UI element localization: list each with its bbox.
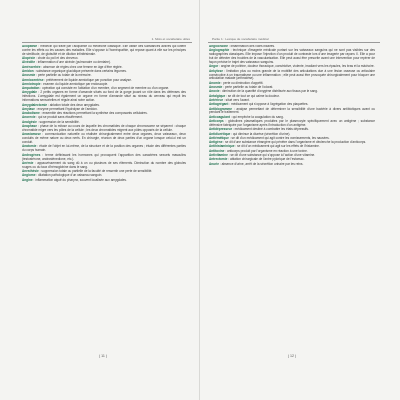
glossary-entry: Allopathie : médecin qui traite par l'allopathie ou médecine classique. Elle utilise des substances actives qui luttent contre les effets ou les causes des maladies. Elle s'oppose à l'homéopathie, qui repose quant à elle sur les principes de similitude, de globulité et de dilution infinitésimale.	[22, 45, 186, 56]
entry-term: Antalgique	[209, 93, 226, 98]
entry-term: Alopécie	[22, 56, 36, 61]
glossary-entry: Angor : angine de poitrine, douleur thoracique, constrictive, violente, irradiant vers les épaules, les bras et la mâchoire.	[209, 64, 375, 69]
entry-definition: qui diminue la diurèse (sécrétion d'urine).	[232, 131, 291, 136]
glossary-entry: Anurie : absence d'urine, arrêt de la sécrétion urinaire par les reins.	[209, 161, 304, 166]
entry-definition: ensemble des réactions permettant la synthèse des composants cellulaires.	[42, 111, 148, 116]
glossary-entry: Anémie : appauvrissement du sang dû à un ou plusieurs de ses éléments. Diminution du nombre des globules rouges ou du taux d'hémoglobine dans le sang.	[22, 160, 186, 169]
entry-definition: examen du liquide amniotique par endoscopie.	[43, 81, 109, 86]
glossary-entry: Antiémétique : se dit d'un médicament qui agit contre les vomissements, les nausées.	[209, 135, 330, 140]
entry-definition: angine de poitrine, douleur thoracique, constrictive, violente, irradiant vers les épaules, les bras et la mâchoire.	[220, 64, 375, 69]
entry-definition: perte ou diminution d'appétit.	[223, 80, 264, 85]
entry-term: Aménorrhée	[22, 64, 41, 69]
entry-term: Antihistaminique	[209, 144, 235, 149]
glossary-entry: Antérieur : situé vers l'avant.	[209, 97, 250, 102]
entry-definition: diminution de la quantité d'oxygène distribuée aux tissus par le sang.	[222, 89, 318, 94]
entry-term: Angiographie	[209, 48, 230, 53]
entry-term: Anosmie	[209, 85, 223, 90]
entry-term: Anatomie	[22, 144, 37, 149]
entry-definition: se dit d'une substance qui s'oppose à l'action d'une vitamine.	[230, 152, 316, 157]
entry-definition: substance organique glucidique présente dans certains légumes.	[36, 69, 127, 73]
entry-term: Amylase	[22, 106, 35, 111]
entry-definition: qui se produit sans étouffement.	[38, 115, 83, 120]
entry-definition: inflammation des voies biliaires.	[230, 45, 275, 48]
glossary-entry: Antalgique : se dit de tout ce qui calme la douleur.	[209, 93, 280, 98]
glossary-entry: Amniocentèse : prélèvement de liquide amniotique par ponction pour analyse.	[22, 77, 132, 82]
glossary-entry: Analgésie : suppression de la sensibilité.	[22, 119, 80, 124]
entry-definition: phase de la mitose au cours de laquelle les chromatides de chaque chromosome se séparent : chaque chromatide migre vers les pôles de la cellule ; les deux chromatides migrent aux pôles opposés de la cellule.	[22, 124, 186, 132]
entry-term: Ankylose	[209, 68, 223, 73]
entry-definition: technique d'imagerie médicale portant sur les vaisseaux sanguins qui ne sont pas visibles sur des radiographies classiques. Elle impose l'injection d'un produit de contraste lors d'une imagerie par rayons X. Elle a pour but de détecter des troubles de la vascularisation. Elle peut aussi être prescrite avant une intervention pour repérer de façon précise le trajet des vaisseaux sanguins.	[209, 48, 375, 65]
entry-definition: analyse permettant de déterminer la sensibilité d'une bactérie à divers antibiotiques avant ou pendant le traitement.	[209, 106, 375, 115]
entry-term: Allopathie	[22, 45, 38, 48]
entry-term: Antérieur	[209, 97, 223, 102]
glossary-entry: Androgènes : terme définissant les hormones qui provoquent l'apparition des caractères sexuels masculins (testostérone, androstènedione, etc.).	[22, 152, 186, 161]
entry-definition: qui empêche la coagulation du sang.	[232, 114, 284, 119]
entry-definition: suppression totale ou partielle de la faculté de ressentir une perte de sensibilité.	[41, 169, 153, 173]
glossary-entry: Angiocholite : inflammation des voies biliaires.	[209, 45, 275, 48]
glossary-entry: Alvéolite : inflammation d'une alvéole (pulmonaire ou dentaire).	[22, 60, 111, 65]
glossary-entry: Angine : inflammation aiguë du pharynx, souvent localisée aux amygdales.	[22, 177, 127, 182]
entry-definition: étude de l'objet en lui-même, de la structure et de la position des organes ; étude des différentes parties du corps humain.	[22, 144, 186, 153]
right-page	[200, 0, 400, 400]
header-rule	[22, 42, 192, 43]
glossary-entry: Antibiogramme : analyse permettant de déterminer la sensibilité d'une bactérie à divers antibiotiques avant ou pendant le traitement.	[209, 106, 375, 115]
entry-definition: inflammation aiguë du pharynx, souvent localisée aux amygdales.	[35, 177, 127, 182]
entry-term: Angiome	[22, 173, 36, 178]
entry-term: Antidiurétique	[209, 131, 231, 136]
page-number: ( 12 )	[287, 354, 297, 358]
glossary-entry: Angiome : dilatation pathologique d'un vaisseau sanguin.	[22, 173, 103, 178]
entry-term: Antibiogramme	[209, 106, 233, 111]
glossary-entry: Anomie : perte ou diminution d'appétit.	[209, 80, 264, 85]
entry-term: Anosmie	[22, 73, 36, 78]
glossary-entry: Anorexie : qui se produit sans étouffement.	[22, 115, 83, 120]
entry-term: Anémie	[22, 160, 34, 165]
glossary-entry: Amniotropie : examen du liquide amniotique par endoscopie.	[22, 81, 109, 86]
entry-definition: se dit d'un médicament qui agit sur les effets de l'histamine.	[237, 144, 320, 149]
glossary-entry: Amidon : substance organique glucidique présente dans certains légumes.	[22, 69, 127, 73]
glossary-column	[209, 45, 375, 331]
entry-term: Antiagrégant	[209, 102, 229, 107]
glossary-entry: Anabolisme : ensemble des réactions permettant la synthèse des composants cellulaires.	[22, 111, 148, 116]
entry-definition: limitation plus ou moins grande de la mobilité des articulations due à une lésion osseuse ou articulaire consécutive à un traumatisme ou une inflammation ; elle peut aussi être provoquée chirurgicalement pour bloquer une articulation malade (arthrodèse).	[209, 68, 375, 81]
header-rule	[208, 42, 380, 43]
entry-term: Amputation	[22, 86, 40, 91]
entry-definition: globulines plasmatiques produites par le plasmocyte spécifiquement avec un antigène ; substance défensive fabriquée par l'organisme après l'introduction d'un antigène.	[209, 119, 375, 127]
entry-definition: médicament qui s'oppose à l'agrégation des plaquettes.	[231, 102, 309, 107]
entry-term: Amniotropie	[22, 81, 41, 86]
glossary-entry: Anticoagulant : qui empêche la coagulation du sang.	[209, 114, 284, 119]
entry-term: Analgésie	[22, 119, 37, 124]
running-header: Partie 1 : Lexique de vocabulaire médical	[212, 37, 269, 41]
glossary-entry: Anaphase : phase de la mitose au cours de laquelle les chromatides de chaque chromosome se séparent : chaque chromatide migre vers les pôles de la cellule ; les deux chromatides migrent aux pôles opposés de la cellule.	[22, 124, 186, 132]
glossary-entry: Amputation : opération qui consiste en l'ablation d'un membre, d'un segment de membre ou d'un organe.	[22, 86, 170, 91]
glossary-entry: Antidiurétique : qui diminue la diurèse (sécrétion d'urine).	[209, 131, 291, 136]
entry-definition: ablation chirurgicale de l'antre pylorique de l'estomac.	[229, 157, 305, 162]
entry-definition: situé vers l'avant.	[225, 97, 250, 102]
glossary-entry: Antitoxine : anticorps produit par l'organisme en réaction à une toxine.	[209, 148, 308, 153]
entry-term: Amniocentèse	[22, 77, 44, 82]
entry-definition: se dit d'une substance étrangère qui pénètre dans l'organisme et déclenche la production d'anticorps.	[225, 140, 367, 145]
glossary-entry: Antiagrégant : médicament qui s'oppose à l'agrégation des plaquettes.	[209, 102, 309, 107]
glossary-entry: Ankylose : limitation plus ou moins grande de la mobilité des articulations due à une lésion osseuse ou articulaire consécutive à un traumatisme ou une inflammation ; elle peut aussi être provoquée chirurgicalement pour bloquer une articulation malade (arthrodèse).	[209, 68, 375, 81]
glossary-column	[22, 45, 186, 327]
glossary-entry: Anesthésie : suppression totale ou partielle de la faculté de ressentir une perte de sensibilité.	[22, 169, 153, 173]
entry-definition: enzyme permettant l'hydrolyse de l'amidon.	[37, 106, 98, 111]
entry-term: Amidon	[22, 69, 34, 73]
entry-definition: anticorps produit par l'organisme en réaction à une toxine.	[226, 148, 308, 153]
entry-term: Angiocholite	[209, 45, 229, 48]
entry-term: Antigène	[209, 140, 223, 145]
entry-definition: médicament destiné à combattre les états dépressifs.	[234, 127, 309, 132]
running-header: 1. Mots et vocabulaire utiles	[151, 37, 190, 41]
entry-term: Anaphase	[22, 124, 38, 129]
entry-definition: perte partielle ou totale de l'odorat.	[224, 85, 274, 90]
entry-term: Anorexie	[22, 115, 36, 120]
glossary-entry: Alopécie : chute du poil et des cheveux.	[22, 56, 79, 61]
entry-definition: opération qui consiste en l'ablation d'un membre, d'un segment de membre ou d'un organe.	[42, 86, 170, 91]
entry-term: Angine	[22, 177, 33, 182]
glossary-entry: Antigène : se dit d'une substance étrangère qui pénètre dans l'organisme et déclenche la production d'anticorps.	[209, 140, 367, 145]
glossary-entry: Antihistaminique : se dit d'un médicament qui agit sur les effets de l'histamine.	[209, 144, 320, 149]
entry-definition: médecin qui traite par l'allopathie ou médecine classique. Elle utilise des substances actives qui luttent contre les effets ou les causes des maladies. Elle s'oppose à l'homéopathie, qui repose quant à elle sur les principes de similitude, de globulité et de dilution infinitésimale.	[22, 45, 186, 56]
entry-term: Anticorps	[209, 119, 224, 123]
entry-term: Anabolisme	[22, 111, 40, 116]
entry-definition: appauvrissement du sang dû à un ou plusieurs de ses éléments. Diminution du nombre des globules rouges ou du taux d'hémoglobine dans le sang.	[22, 160, 186, 169]
glossary-entry: Antivitamine : se dit d'une substance qui s'oppose à l'action d'une vitamine.	[209, 152, 316, 157]
glossary-entry: Aménorrhée : absence de règles chez une femme en âge d'être réglée.	[22, 64, 123, 69]
entry-definition: perte partielle ou totale de la mémoire.	[37, 73, 92, 78]
entry-definition: communication naturelle ou réalisée chirurgicalement entre deux organes, deux vaisseaux, deux conduits de même nature ou deux nerfs. En chirurgie, réunion de deux parties d'un organe lorsque celui-ci est un conduit.	[22, 132, 186, 145]
glossary-entry: Anosmie : perte partielle ou totale de l'odorat.	[209, 85, 274, 90]
entry-term: Amygdale	[22, 90, 38, 95]
entry-term: Antivitamine	[209, 152, 228, 157]
entry-term: Anticoagulant	[209, 114, 230, 119]
entry-term: Anomie	[209, 80, 221, 85]
entry-term: Alvéolite	[22, 60, 36, 65]
entry-term: Antidépresseur	[209, 127, 233, 132]
entry-term: Anastomose	[22, 132, 41, 137]
entry-definition: terme définissant les hormones qui provoquent l'apparition des caractères sexuels masculins (testostérone, androstènedione, etc.).	[22, 152, 186, 161]
entry-term: Anurie	[209, 161, 219, 166]
entry-term: Amygdalectomie	[22, 102, 48, 107]
page-number: ( 11 )	[98, 354, 108, 358]
glossary-entry: Antidépresseur : médicament destiné à combattre les états dépressifs.	[209, 127, 309, 132]
entry-term: Anesthésie	[22, 169, 39, 173]
entry-definition: chute du poil et des cheveux.	[37, 56, 79, 61]
entry-term: Antrectomie	[209, 157, 228, 162]
entry-definition: inflammation d'une alvéole (pulmonaire ou dentaire).	[37, 60, 111, 65]
entry-definition: 2 petits organes en forme d'amande situés au fond de la gorge jouant un rôle dans les défenses des infections. L'amygdale est également un organe en forme d'amande situé au niveau du cerveau qui reçoit les informations sensorielles et régule ainsi notre action.	[22, 90, 186, 103]
glossary-entry: Amygdalectomie : ablation totale des deux amygdales.	[22, 102, 100, 107]
entry-term: Anoxie	[209, 89, 220, 94]
entry-definition: se dit d'un médicament qui agit contre les vomissements, les nausées.	[231, 135, 330, 140]
glossary-entry: Antrectomie : ablation chirurgicale de l'antre pylorique de l'estomac.	[209, 157, 305, 162]
entry-definition: se dit de tout ce qui calme la douleur.	[227, 93, 280, 98]
entry-definition: prélèvement de liquide amniotique par ponction pour analyse.	[46, 77, 132, 82]
glossary-entry: Anosmie : perte partielle ou totale de la mémoire.	[22, 73, 92, 78]
entry-definition: absence d'urine, arrêt de la sécrétion urinaire par les reins.	[221, 161, 304, 166]
entry-term: Angor	[209, 64, 219, 69]
glossary-entry: Amygdale : 2 petits organes en forme d'amande situés au fond de la gorge jouant un rôle dans les défenses des infections. L'amygdale est également un organe en forme d'amande situé au niveau du cerveau qui reçoit les informations sensorielles et régule ainsi notre action.	[22, 90, 186, 103]
entry-term: Antitoxine	[209, 148, 225, 153]
entry-term: Antiémétique	[209, 135, 229, 140]
glossary-entry: Anatomie : étude de l'objet en lui-même, de la structure et de la position des organes ; étude des différentes parties du corps humain.	[22, 144, 186, 153]
glossary-entry: Amylase : enzyme permettant l'hydrolyse de l'amidon.	[22, 106, 98, 111]
glossary-entry: Angiographie : technique d'imagerie médicale portant sur les vaisseaux sanguins qui ne sont pas visibles sur des radiographies classiques. Elle impose l'injection d'un produit de contraste lors d'une imagerie par rayons X. Elle a pour but de détecter des troubles de la vascularisation. Elle peut aussi être prescrite avant une intervention pour repérer de façon précise le trajet des vaisseaux sanguins.	[209, 48, 375, 65]
entry-term: Androgènes	[22, 152, 41, 157]
glossary-entry: Anticorps : globulines plasmatiques produites par le plasmocyte spécifiquement avec un antigène ; substance défensive fabriquée par l'organisme après l'introduction d'un antigène.	[209, 119, 375, 127]
entry-definition: dilatation pathologique d'un vaisseau sanguin.	[38, 173, 103, 178]
entry-definition: absence de règles chez une femme en âge d'être réglée.	[43, 64, 123, 69]
glossary-entry: Anastomose : communication naturelle ou réalisée chirurgicalement entre deux organes, deux vaisseaux, deux conduits de même nature ou deux nerfs. En chirurgie, réunion de deux parties d'un organe lorsque celui-ci est un conduit.	[22, 132, 186, 145]
glossary-entry: Anoxie : diminution de la quantité d'oxygène distribuée aux tissus par le sang.	[209, 89, 318, 94]
entry-definition: ablation totale des deux amygdales.	[49, 102, 100, 107]
entry-definition: suppression de la sensibilité.	[39, 119, 80, 124]
